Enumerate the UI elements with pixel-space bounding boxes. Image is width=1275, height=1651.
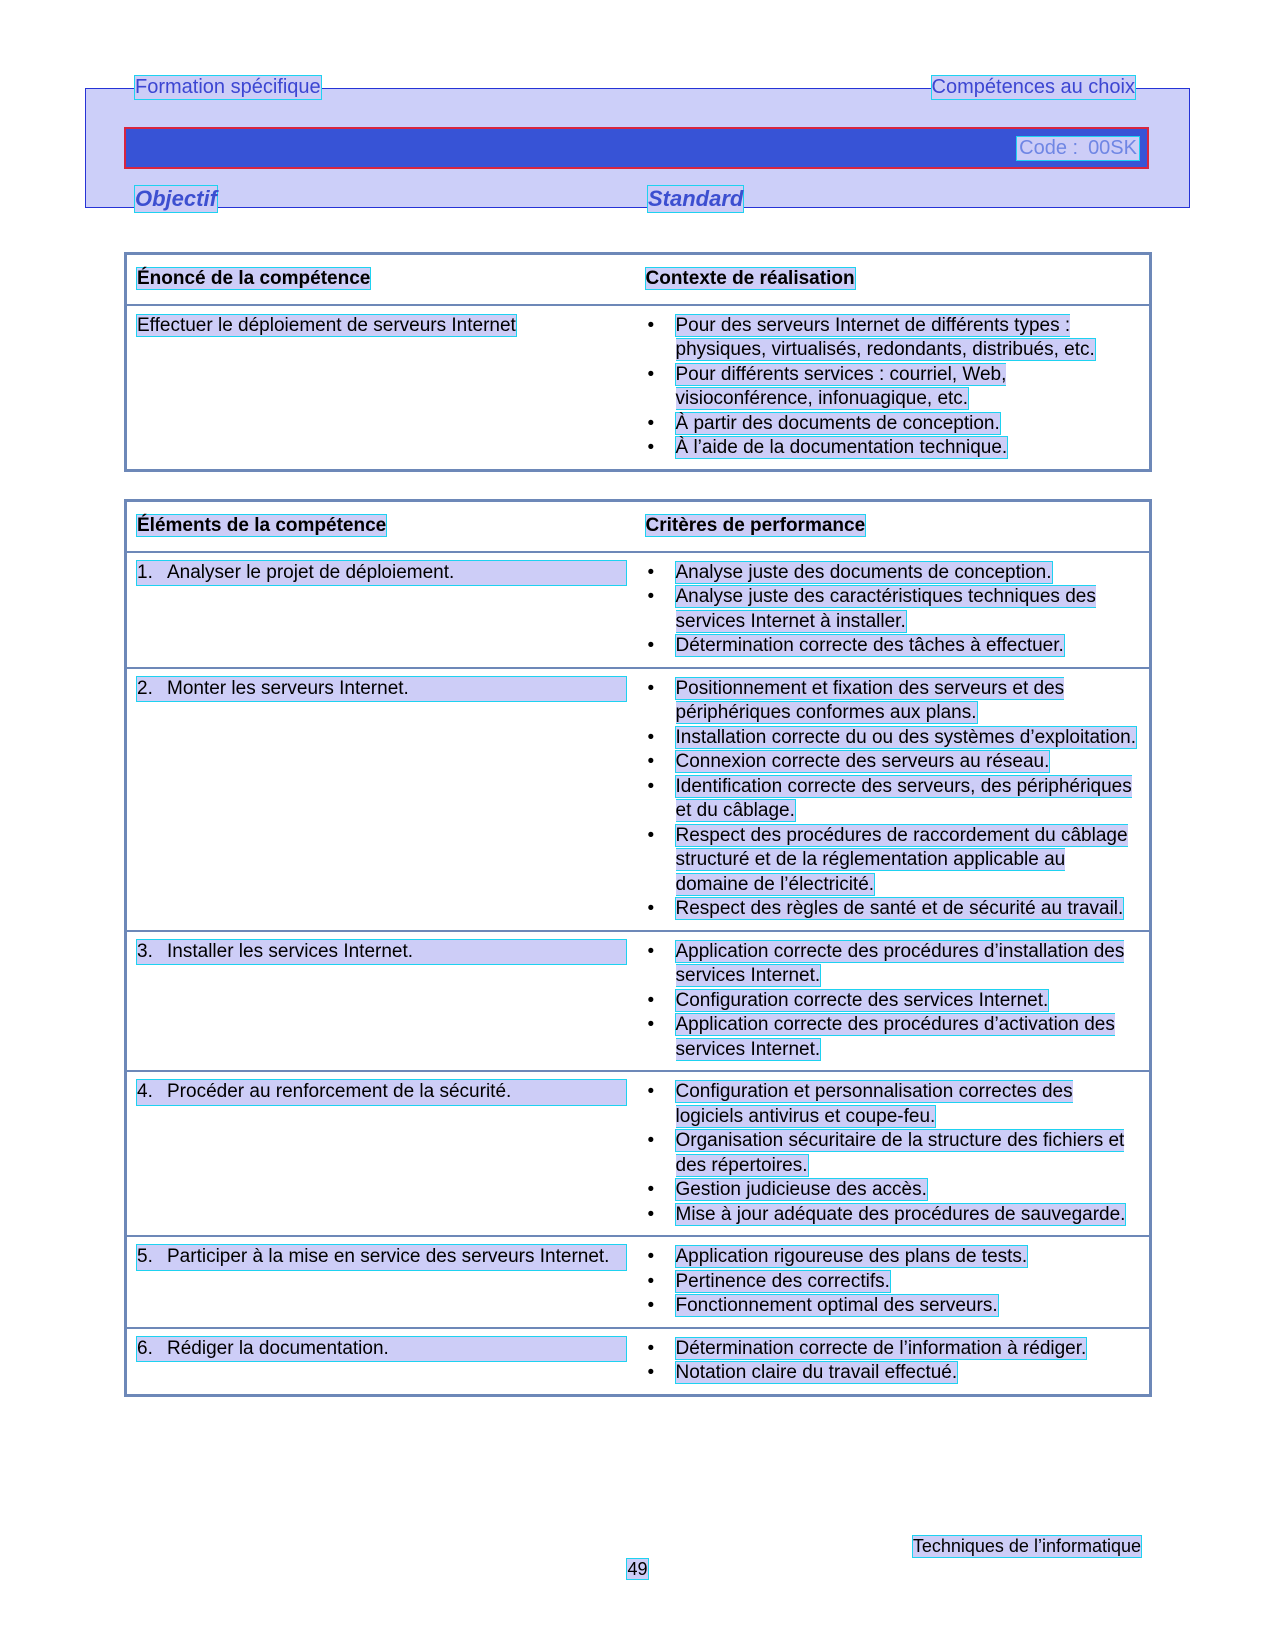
- criteria-cell: [636, 1071, 1151, 1236]
- list-item: • Respect des règles de santé et de sécurité au travail.: [646, 897, 1140, 922]
- competency-statement: Effectuer le déploiement de serveurs Internet: [126, 305, 636, 471]
- element-cell: 1. Analyser le projet de déploiement.: [126, 552, 636, 668]
- code-label: Code : 00SK: [1019, 137, 1137, 159]
- elements-table: [124, 499, 1152, 1397]
- criteria-cell: [636, 552, 1151, 668]
- criteria-header: Critères de performance: [636, 501, 1151, 552]
- code-bar: [124, 127, 1149, 169]
- competency-table: [124, 252, 1152, 472]
- objective-heading: Objectif: [135, 186, 217, 211]
- table-row: [126, 1328, 1151, 1396]
- code-value: 00SK: [1088, 137, 1137, 159]
- criteria-cell: [636, 668, 1151, 931]
- table-row: [126, 552, 1151, 668]
- table-row: [126, 668, 1151, 931]
- list-item: • Pertinence des correctifs.: [646, 1270, 1140, 1295]
- list-item: • À l’aide de la documentation technique.: [646, 436, 1140, 461]
- list-item: • Fonctionnement optimal des serveurs.: [646, 1294, 1140, 1319]
- list-item: • Analyse juste des documents de conception.: [646, 561, 1140, 586]
- competency-header: Énoncé de la compétence: [126, 254, 636, 305]
- list-item: • Notation claire du travail effectué.: [646, 1361, 1140, 1386]
- table-row: [126, 1071, 1151, 1236]
- list-item: • Détermination correcte de l’information à rédiger.: [646, 1337, 1140, 1362]
- list-item: • Pour des serveurs Internet de différents types : physiques, virtualisés, redondants, distribués, etc.: [646, 314, 1140, 363]
- element-cell: 6. Rédiger la documentation.: [126, 1328, 636, 1396]
- criteria-cell: [636, 931, 1151, 1072]
- criteria-cell: [636, 1236, 1151, 1328]
- list-item: • Respect des procédures de raccordement du câblage structuré et de la réglementation applicable au domaine de l’électricité.: [646, 824, 1140, 898]
- footer-program: Techniques de l’informatique: [912, 1536, 1141, 1556]
- list-item: • Connexion correcte des serveurs au réseau.: [646, 750, 1140, 775]
- list-item: • À partir des documents de conception.: [646, 412, 1140, 437]
- list-item: • Détermination correcte des tâches à effectuer.: [646, 634, 1140, 659]
- table-row: [126, 931, 1151, 1072]
- element-cell: 5. Participer à la mise en service des serveurs Internet.: [126, 1236, 636, 1328]
- list-item: • Installation correcte du ou des systèmes d’exploitation.: [646, 726, 1140, 751]
- list-item: • Application rigoureuse des plans de tests.: [646, 1245, 1140, 1270]
- list-item: • Gestion judicieuse des accès.: [646, 1178, 1140, 1203]
- page-number: 49: [627, 1559, 648, 1579]
- section-title: Formation spécifique: [135, 76, 321, 98]
- section-subtitle: Compétences au choix: [931, 76, 1135, 98]
- list-item: • Mise à jour adéquate des procédures de sauvegarde.: [646, 1203, 1140, 1228]
- list-item: • Analyse juste des caractéristiques techniques des services Internet à installer.: [646, 585, 1140, 634]
- element-cell: 2. Monter les serveurs Internet.: [126, 668, 636, 931]
- list-item: • Identification correcte des serveurs, des périphériques et du câblage.: [646, 775, 1140, 824]
- list-item: • Configuration correcte des services Internet.: [646, 989, 1140, 1014]
- list-item: • Organisation sécuritaire de la structure des fichiers et des répertoires.: [646, 1129, 1140, 1178]
- list-item: • Configuration et personnalisation correctes des logiciels antivirus et coupe-feu.: [646, 1080, 1140, 1129]
- table-row: [126, 1236, 1151, 1328]
- element-cell: 3. Installer les services Internet.: [126, 931, 636, 1072]
- criteria-cell: [636, 1328, 1151, 1396]
- element-cell: 4. Procéder au renforcement de la sécurité.: [126, 1071, 636, 1236]
- elements-header: Éléments de la compétence: [126, 501, 636, 552]
- table-row: [126, 305, 1151, 471]
- list-item: • Application correcte des procédures d’activation des services Internet.: [646, 1013, 1140, 1062]
- context-header: Contexte de réalisation: [636, 254, 1151, 305]
- list-item: • Pour différents services : courriel, Web, visioconférence, infonuagique, etc.: [646, 363, 1140, 412]
- context-list: [636, 305, 1151, 471]
- list-item: • Application correcte des procédures d’installation des services Internet.: [646, 940, 1140, 989]
- standard-heading: Standard: [648, 186, 744, 211]
- list-item: • Positionnement et fixation des serveurs et des périphériques conformes aux plans.: [646, 677, 1140, 726]
